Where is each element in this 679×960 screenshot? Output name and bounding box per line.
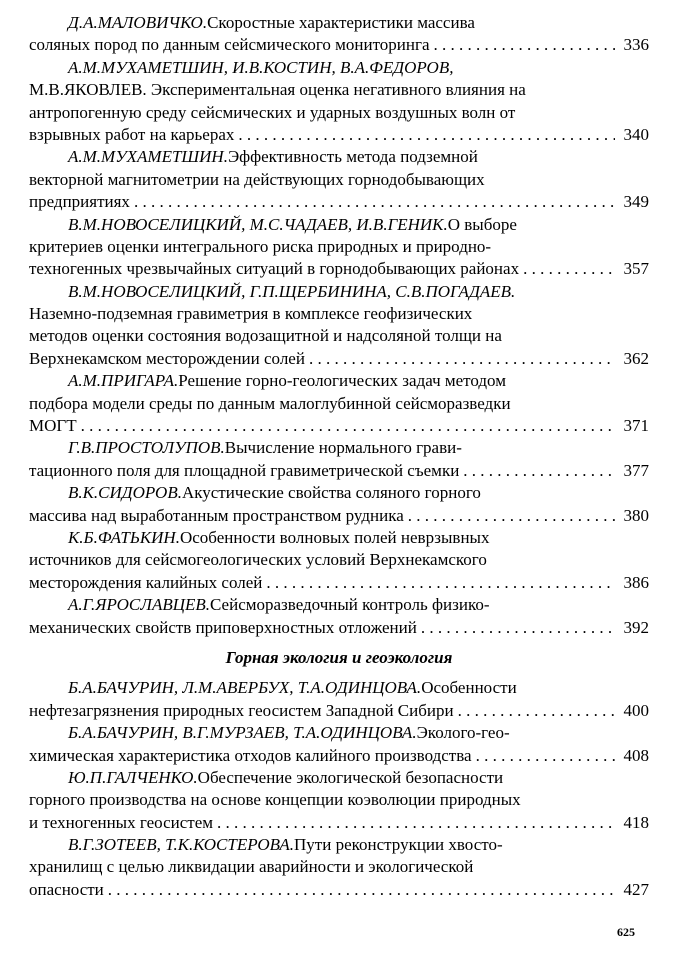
toc-entry-title-end: соляных пород по данным сейсмического мониторинга <box>29 35 430 55</box>
toc-entry-first-line <box>29 767 649 789</box>
toc-entry-page-number[interactable]: 377 <box>623 460 649 480</box>
toc-entry-page-number[interactable]: 386 <box>623 572 649 592</box>
toc-entry-page-number[interactable]: 392 <box>623 617 649 637</box>
toc-entry-authors: В.К.СИДОРОВ. <box>68 483 182 503</box>
table-of-contents <box>29 12 649 901</box>
toc-entry[interactable] <box>29 57 649 147</box>
toc-entry-authors: Ю.П.ГАЛЧЕНКО. <box>68 767 198 787</box>
toc-entry[interactable] <box>29 594 649 639</box>
toc-entry-page-number[interactable]: 400 <box>623 700 649 720</box>
toc-entry-last-line <box>29 505 649 527</box>
dot-leader <box>266 572 615 594</box>
toc-entry-title-start: Решение горно-геологических задач методом <box>178 371 506 391</box>
toc-entry[interactable] <box>29 677 649 722</box>
toc-entry-page-number[interactable]: 418 <box>623 812 649 832</box>
toc-entry-title-start: Обеспечение экологической безопасности <box>197 767 504 787</box>
toc-entry[interactable] <box>29 767 649 834</box>
dot-leader <box>217 812 615 834</box>
toc-entry-page-number[interactable]: 408 <box>623 745 649 765</box>
toc-entry-first-line <box>29 12 649 34</box>
toc-entry-last-line <box>29 348 649 370</box>
toc-entries-after <box>29 677 649 901</box>
toc-entry-title-line: источников для сейсмогеологических условий Верхнекамского <box>29 550 487 570</box>
toc-entry-authors: А.М.ПРИГАРА. <box>68 371 179 391</box>
dot-leader <box>309 348 615 370</box>
toc-entry-title-start: Акустические свойства соляного горного <box>181 483 481 503</box>
toc-entry-title-start: О выборе <box>447 214 517 234</box>
toc-entry-authors: Б.А.БАЧУРИН, Л.М.АВЕРБУХ, Т.А.ОДИНЦОВА. <box>68 678 422 698</box>
toc-entry-title-line: М.В.ЯКОВЛЕВ. Экспериментальная оценка негативного влияния на <box>29 80 526 100</box>
toc-entry-title-line: антропогенную среду сейсмических и ударных воздушных волн от <box>29 102 516 122</box>
toc-entries-before <box>29 12 649 639</box>
toc-entry-title-end: массива над выработанным пространством рудника <box>29 505 404 525</box>
toc-entry-authors: А.М.МУХАМЕТШИН. <box>68 147 228 167</box>
toc-entry-page-number[interactable]: 362 <box>623 348 649 368</box>
toc-entry-title-end: тационного поля для площадной гравиметрической съемки <box>29 460 460 480</box>
dot-leader <box>421 617 615 639</box>
toc-entry-title-line: методов оценки состояния водозащитной и надсоляной толщи на <box>29 326 502 346</box>
toc-entry-authors: Д.А.МАЛОВИЧКО. <box>68 13 208 32</box>
toc-entry-page-number[interactable]: 380 <box>623 505 649 525</box>
dot-leader <box>434 34 616 56</box>
toc-entry-title-start: Особенности волновых полей неврзывных <box>179 527 490 547</box>
toc-entry-page-number[interactable]: 349 <box>623 192 649 212</box>
toc-entry-title-end: и техногенных геосистем <box>29 812 213 832</box>
toc-entry-authors: А.Г.ЯРОСЛАВЦЕВ. <box>68 595 211 615</box>
toc-entry[interactable] <box>29 722 649 767</box>
toc-entry-last-line <box>29 745 649 767</box>
toc-entry[interactable] <box>29 146 649 213</box>
toc-entry-title-start: Скоростные характеристики массива <box>207 13 475 32</box>
dot-leader <box>81 415 615 437</box>
toc-entry-title-end: месторождения калийных солей <box>29 572 263 592</box>
toc-entry-last-line <box>29 879 649 901</box>
toc-entry-title-line: критериев оценки интегрального риска природных и природно- <box>29 236 492 256</box>
toc-entry[interactable] <box>29 281 649 371</box>
toc-entry-title-end: техногенных чрезвычайных ситуаций в горнодобывающих районах <box>29 259 520 279</box>
toc-entry-first-line <box>29 370 649 392</box>
toc-entry-authors: В.М.НОВОСЕЛИЦКИЙ, М.С.ЧАДАЕВ, И.В.ГЕНИК. <box>68 214 448 234</box>
toc-entry-last-line <box>29 415 649 437</box>
toc-entry-page-number[interactable]: 427 <box>623 879 649 899</box>
toc-entry-title-line: векторной магнитометрии на действующих горнодобывающих <box>29 169 485 189</box>
toc-entry[interactable] <box>29 370 649 437</box>
toc-entry-last-line <box>29 191 649 213</box>
toc-entry-title-start: Сейсморазведочный контроль физико- <box>210 595 490 615</box>
toc-entry-authors: В.М.НОВОСЕЛИЦКИЙ, Г.П.ЩЕРБИНИНА, С.В.ПОГАДАЕВ. <box>68 281 516 301</box>
toc-entry-first-line <box>29 482 649 504</box>
toc-entry-authors: Б.А.БАЧУРИН, В.Г.МУРЗАЕВ, Т.А.ОДИНЦОВА. <box>68 723 417 743</box>
toc-entry-title-end: Верхнекамском месторождении солей <box>29 348 305 368</box>
toc-entry-last-line <box>29 124 649 146</box>
toc-entry-first-line <box>29 437 649 459</box>
dot-leader <box>408 505 615 527</box>
toc-entry-last-line <box>29 572 649 594</box>
toc-entry-title-start: Вычисление нормального грави- <box>224 438 462 458</box>
toc-entry-title-line: подбора модели среды по данным малоглубинной сейсморазведки <box>29 393 511 413</box>
toc-entry-last-line <box>29 460 649 482</box>
toc-entry-authors: Г.В.ПРОСТОЛУПОВ. <box>68 438 225 458</box>
dot-leader <box>458 700 615 722</box>
toc-entry-title-end: химическая характеристика отходов калийного производства <box>29 745 472 765</box>
toc-entry-title-end: взрывных работ на карьерах <box>29 124 235 144</box>
toc-entry-title-start: Пути реконструкции хвосто- <box>294 835 503 855</box>
page-number: 625 <box>617 925 635 939</box>
toc-entry-title-line: хранилищ с целью ликвидации аварийности и экологической <box>29 857 474 877</box>
toc-entry-title-end: предприятиях <box>29 192 130 212</box>
toc-entry-last-line <box>29 34 649 56</box>
toc-entry-title-end: МОГТ <box>29 416 77 436</box>
toc-entry-title-end: механических свойств приповерхностных отложений <box>29 617 417 637</box>
toc-entry-last-line <box>29 258 649 280</box>
toc-entry-page-number[interactable]: 371 <box>623 416 649 436</box>
toc-entry[interactable] <box>29 12 649 57</box>
toc-entry[interactable] <box>29 437 649 482</box>
toc-entry-first-line <box>29 57 649 79</box>
dot-leader <box>476 745 615 767</box>
toc-entry-title-start: Особенности <box>421 678 517 698</box>
toc-entry[interactable] <box>29 527 649 594</box>
toc-entry-title-start: Эколого-гео- <box>416 723 510 743</box>
toc-entry[interactable] <box>29 482 649 527</box>
toc-entry-authors: А.М.МУХАМЕТШИН, И.В.КОСТИН, В.А.ФЕДОРОВ, <box>68 57 454 77</box>
dot-leader <box>238 124 615 146</box>
toc-entry-page-number[interactable]: 340 <box>623 124 649 144</box>
toc-entry-authors: В.Г.ЗОТЕЕВ, Т.К.КОСТЕРОВА. <box>68 835 295 855</box>
toc-entry-last-line <box>29 617 649 639</box>
toc-entry-first-line <box>29 527 649 549</box>
toc-entry-title-line: Наземно-подземная гравиметрия в комплексе геофизических <box>29 304 473 324</box>
toc-entry-authors: К.Б.ФАТЬКИН. <box>68 527 180 547</box>
toc-entry-last-line <box>29 700 649 722</box>
toc-entry-first-line <box>29 281 649 303</box>
toc-entry-first-line <box>29 214 649 236</box>
toc-entry[interactable] <box>29 214 649 281</box>
toc-entry-first-line <box>29 677 649 699</box>
toc-entry-first-line <box>29 146 649 168</box>
toc-entry-title-end: нефтезагрязнения природных геосистем Западной Сибири <box>29 700 454 720</box>
dot-leader <box>523 258 615 280</box>
toc-entry-title-start: Эффективность метода подземной <box>227 147 478 167</box>
toc-entry-title-line: горного производства на основе концепции коэволюции природных <box>29 790 521 810</box>
dot-leader <box>134 191 615 213</box>
toc-entry-page-number[interactable]: 357 <box>623 259 649 279</box>
toc-entry-first-line <box>29 594 649 616</box>
section-title: Горная экология и геоэкология <box>225 647 453 667</box>
dot-leader <box>463 460 615 482</box>
toc-entry-first-line <box>29 722 649 744</box>
toc-entry-page-number[interactable]: 336 <box>623 35 649 55</box>
toc-entry-title-end: опасности <box>29 879 104 899</box>
toc-entry-last-line <box>29 812 649 834</box>
dot-leader <box>108 879 615 901</box>
toc-entry-first-line <box>29 834 649 856</box>
toc-entry[interactable] <box>29 834 649 901</box>
